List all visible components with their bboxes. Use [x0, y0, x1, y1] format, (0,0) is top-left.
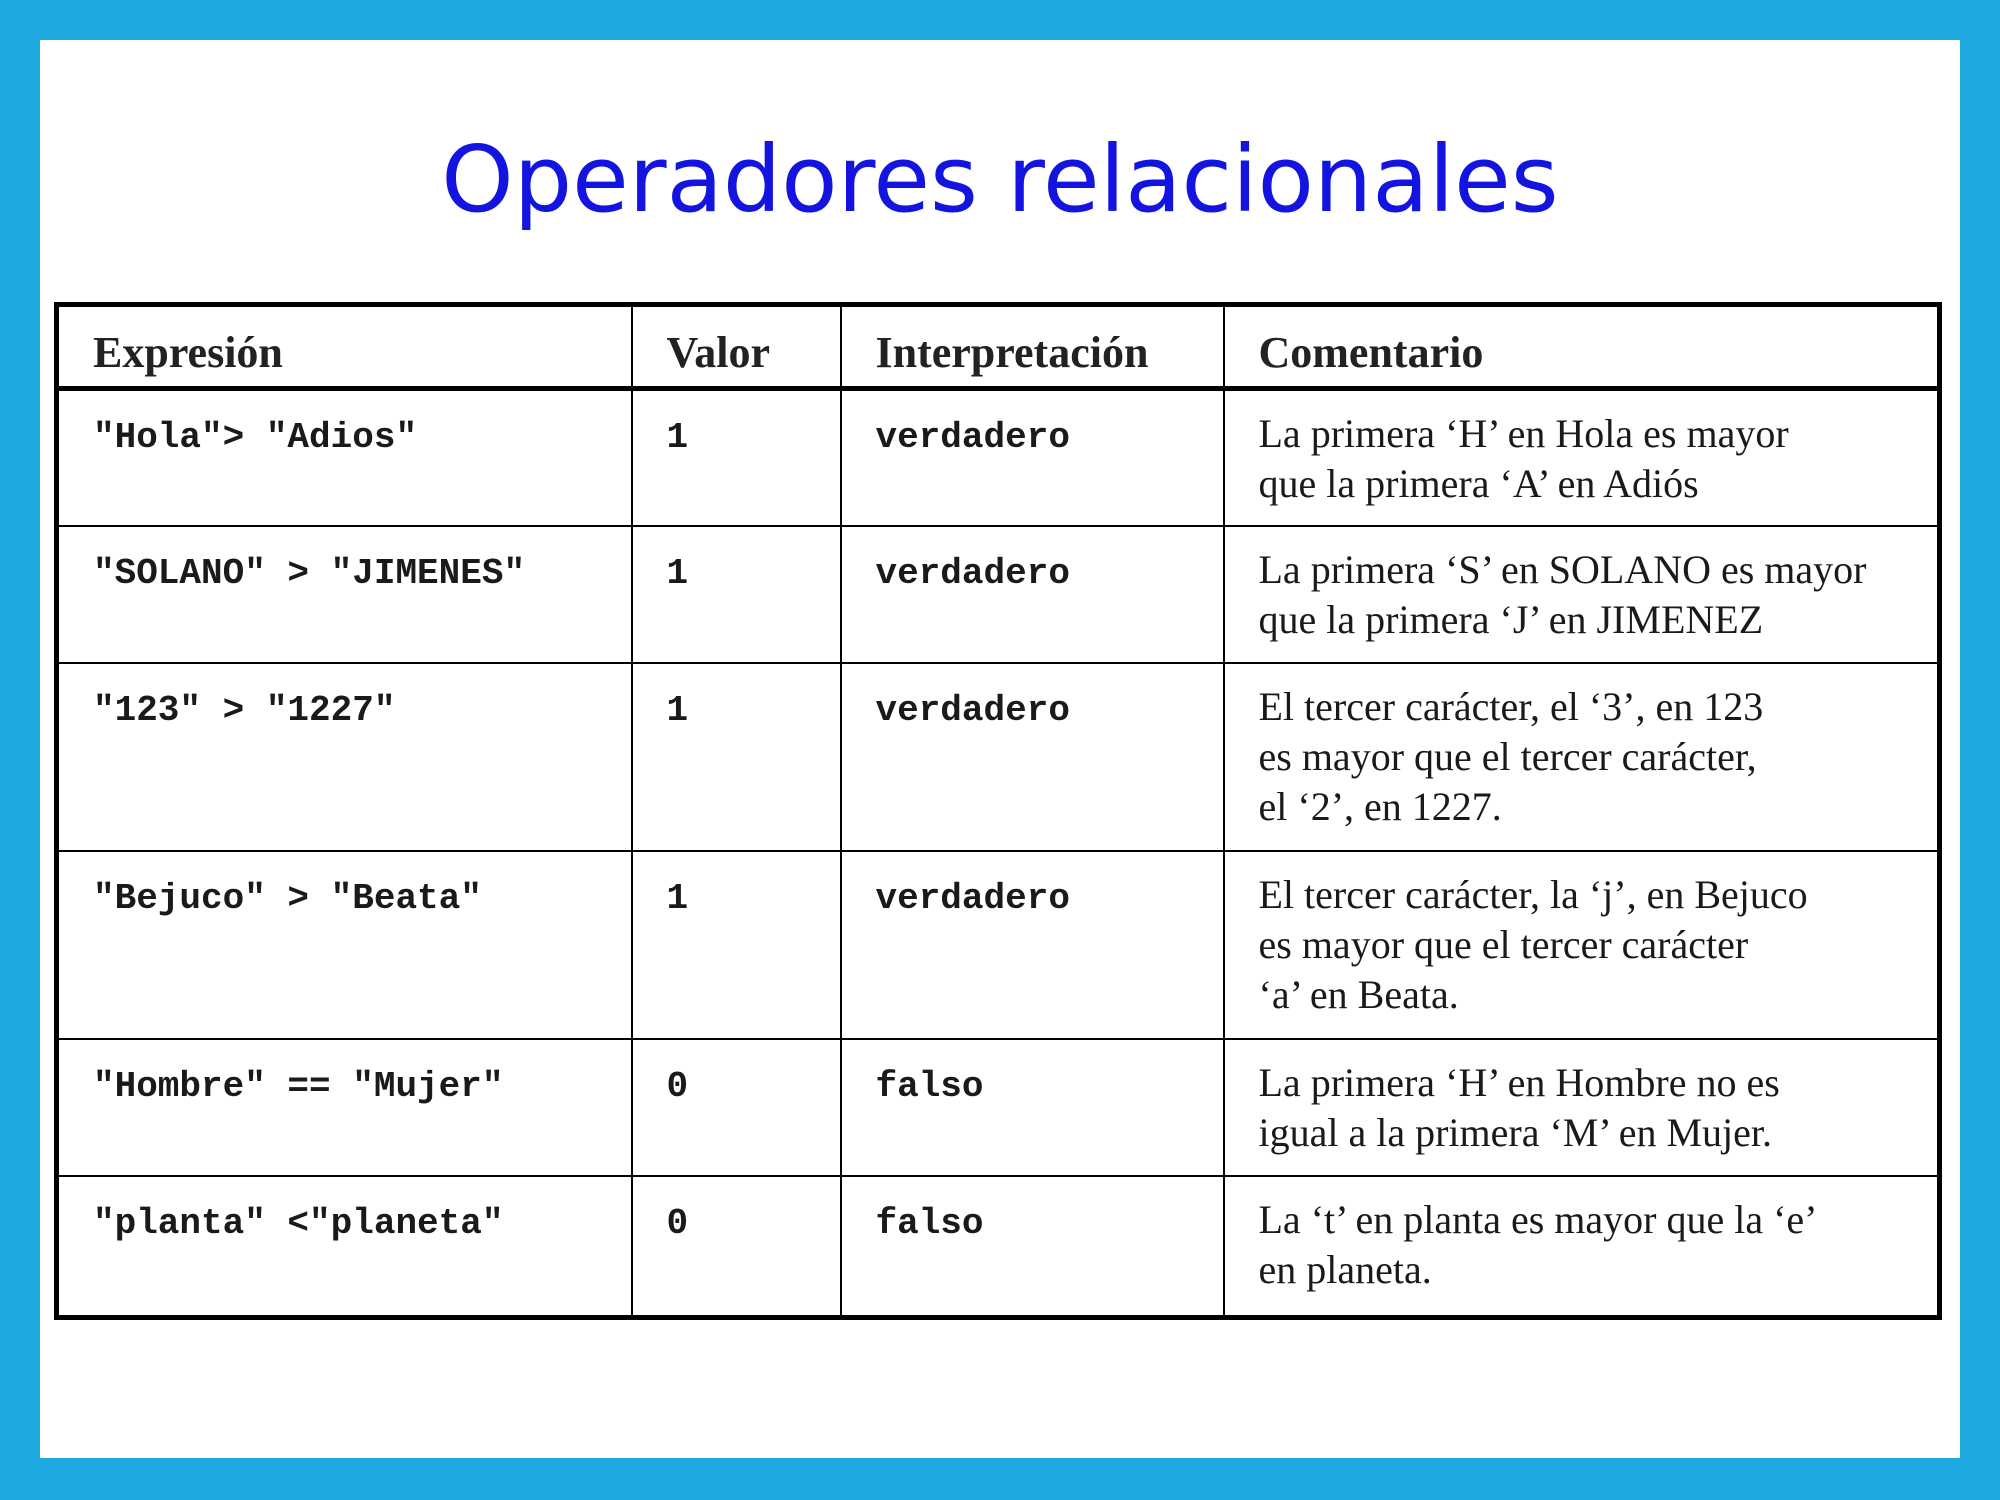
table-row: [57, 526, 1940, 663]
operators-table: [54, 302, 1942, 1320]
cell-expresion: "planta" <"planeta": [57, 1176, 632, 1318]
header-interpretacion: Interpretación: [841, 305, 1224, 389]
cell-valor: 1: [632, 663, 841, 851]
table-row: [57, 851, 1940, 1039]
cell-expresion: "Hola"> "Adios": [57, 389, 632, 526]
cell-interpretacion: verdadero: [841, 663, 1224, 851]
operators-table-container: [54, 302, 1942, 1320]
cell-interpretacion: verdadero: [841, 389, 1224, 526]
cell-expresion: "SOLANO" > "JIMENES": [57, 526, 632, 663]
cell-comentario: El tercer carácter, el ‘3’, en 123 es mayor que el tercer carácter, el ‘2’, en 1227.: [1224, 663, 1940, 851]
cell-comentario: La primera ‘H’ en Hola es mayor que la primera ‘A’ en Adiós: [1224, 389, 1940, 526]
cell-comentario: La primera ‘H’ en Hombre no es igual a la primera ‘M’ en Mujer.: [1224, 1039, 1940, 1176]
cell-valor: 0: [632, 1176, 841, 1318]
table-row: [57, 1176, 1940, 1318]
header-expresion: Expresión: [57, 305, 632, 389]
header-valor: Valor: [632, 305, 841, 389]
table-header-row: [57, 305, 1940, 389]
table-row: [57, 1039, 1940, 1176]
cell-comentario: El tercer carácter, la ‘j’, en Bejuco es mayor que el tercer carácter ‘a’ en Beata.: [1224, 851, 1940, 1039]
cell-interpretacion: verdadero: [841, 526, 1224, 663]
cell-valor: 1: [632, 851, 841, 1039]
cell-comentario: La primera ‘S’ en SOLANO es mayor que la primera ‘J’ en JIMENEZ: [1224, 526, 1940, 663]
page-title: Operadores relacionales: [441, 126, 1559, 233]
header-comentario: Comentario: [1224, 305, 1940, 389]
cell-expresion: "123" > "1227": [57, 663, 632, 851]
cell-valor: 1: [632, 389, 841, 526]
cell-valor: 0: [632, 1039, 841, 1176]
cell-comentario: La ‘t’ en planta es mayor que la ‘e’ en planeta.: [1224, 1176, 1940, 1318]
cell-interpretacion: verdadero: [841, 851, 1224, 1039]
cell-valor: 1: [632, 526, 841, 663]
cell-interpretacion: falso: [841, 1176, 1224, 1318]
cell-expresion: "Bejuco" > "Beata": [57, 851, 632, 1039]
table-row: [57, 389, 1940, 526]
table-row: [57, 663, 1940, 851]
slide: [40, 40, 1960, 1458]
cell-interpretacion: falso: [841, 1039, 1224, 1176]
cell-expresion: "Hombre" == "Mujer": [57, 1039, 632, 1176]
